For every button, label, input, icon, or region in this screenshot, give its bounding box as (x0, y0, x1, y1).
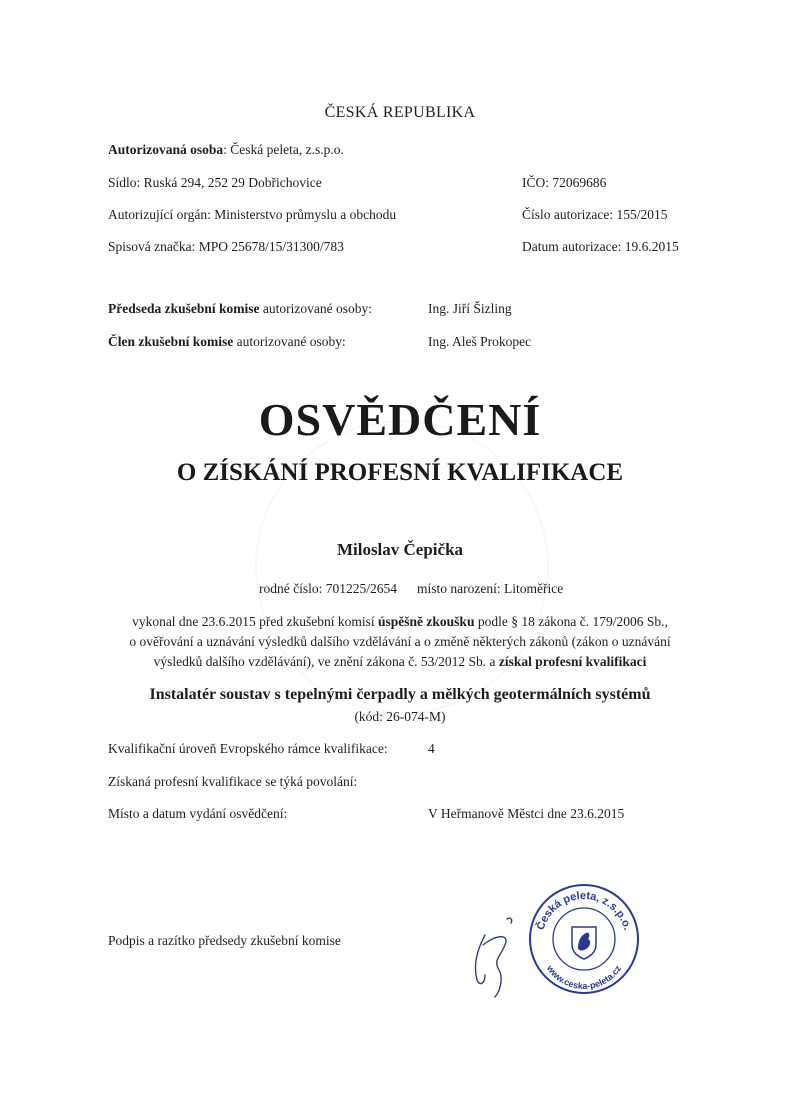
member-label (108, 334, 346, 350)
chair-label (108, 301, 372, 317)
member-label-bold: Člen zkušební komise (108, 334, 234, 349)
statement-text: podle § 18 zákona č. 179/2006 Sb., (474, 614, 668, 629)
statement-text: vykonal dne 23.6.2015 před zkušební komisí (132, 614, 379, 629)
chair-label-rest: autorizované osoby: (259, 301, 372, 316)
member-name: Ing. Aleš Prokopec (428, 334, 532, 349)
stamp-top-text: Česká peleta, z.s.p.o. (534, 889, 634, 932)
stamp-bottom-text: www.ceska-peleta.cz (544, 963, 624, 992)
eqf-value: 4 (428, 741, 435, 756)
certificate-title: OSVĚDČENÍ (258, 394, 542, 445)
svg-text:www.ceska-peleta.cz (544, 963, 623, 991)
certificate-subtitle: O ZÍSKÁNÍ PROFESNÍ KVALIFIKACE (176, 459, 624, 486)
chair-name: Ing. Jiří Šizling (428, 301, 512, 316)
issue-label: Místo a datum vydání osvědčení: (108, 806, 288, 821)
authorizing-body-line: Autorizující orgán: Ministerstvo průmyslu a obchodu (108, 207, 397, 222)
issue-value: V Heřmanově Městci dne 23.6.2015 (428, 806, 625, 821)
member-label-rest: autorizované osoby: (233, 334, 346, 349)
statement-line-3 (0, 654, 800, 670)
holder-name: Miloslav Čepička (336, 540, 464, 559)
authorized-person-label: Autorizovaná osoba (108, 142, 224, 157)
authorization-date-line: Datum autorizace: 19.6.2015 (522, 239, 679, 254)
ico-line: IČO: 72069686 (522, 175, 607, 190)
birth-number: rodné číslo: 701225/2654 (259, 581, 397, 596)
statement-line-1 (0, 614, 800, 630)
statement-bold: úspěšně zkoušku (378, 614, 475, 629)
birthplace: místo narození: Litoměřice (417, 581, 564, 596)
eqf-label: Kvalifikační úroveň Evropského rámce kvalifikace: (108, 741, 388, 756)
country-heading: ČESKÁ REPUBLIKA (324, 104, 476, 121)
qualification-name: Instalatér soustav s tepelnými čerpadly a mělkých geotermálních systémů (149, 686, 651, 703)
qualification-code: (kód: 26-074-M) (354, 709, 446, 724)
authorized-person-line (108, 142, 344, 158)
seat-line: Sídlo: Ruská 294, 252 29 Dobřichovice (108, 175, 322, 190)
permit-label: Získaná profesní kvalifikace se týká povolání: (108, 774, 358, 789)
authorization-number-line: Číslo autorizace: 155/2015 (522, 207, 668, 222)
statement-line-2: o ověřování a uznávání výsledků dalšího vzdělávání a o změně některých zákonů (zákon o uznávání (129, 634, 671, 649)
official-stamp (528, 883, 640, 995)
file-reference-line: Spisová značka: MPO 25678/15/31300/783 (108, 239, 344, 254)
signature-caption: Podpis a razítko předsedy zkušební komise (108, 933, 341, 948)
chair-label-bold: Předseda zkušební komise (108, 301, 260, 316)
authorized-person-value: : Česká peleta, z.s.p.o. (223, 142, 344, 157)
statement-bold: získal profesní kvalifikaci (498, 654, 647, 669)
signature-image (455, 905, 535, 1000)
statement-text: výsledků dalšího vzdělávání), ve znění zákona č. 53/2012 Sb. a (153, 654, 499, 669)
